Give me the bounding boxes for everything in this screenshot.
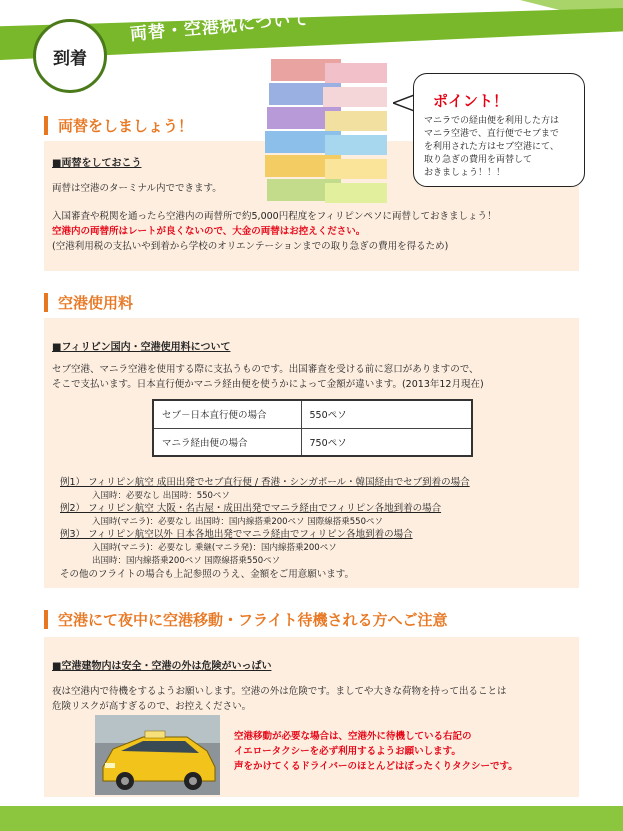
night-line1: 夜は空港内で待機をするようお願いします。空港の外は危険です。ましてや大きな荷物を持って出ることは [52,686,507,697]
table-row [153,428,472,456]
peso-banknotes-image [263,57,393,207]
fee-note: その他のフライトの場合も上記参照のうえ、金額をご用意願います。 [60,569,355,580]
exchange-warning: 空港内の両替所はレートが良くないので、大金の両替はお控えください。 [52,226,366,237]
night-subheading: ■空港建物内は安全・空港の外は危険がいっぱい [52,661,272,672]
arrival-badge-label: 到着 [53,48,87,69]
example-3-detail: 出国時：国内線搭乗200ペソ 国際線搭乗550ペソ [92,556,281,566]
fee-desc2: そこで支払います。日本直行便かマニラ経由便を使うかによって金額が違います。(2013年12月現在) [52,379,484,390]
fee-heading-text: 空港使用料 [58,294,134,312]
heading-bar [44,610,48,629]
example-3-detail: 入国時(マニラ)：必要なし 乗継(マニラ発)：国内線搭乗200ペソ [92,543,337,553]
point-line: おきましょう！！！ [424,168,506,178]
table-row [153,400,472,428]
example-1-detail: 入国時：必要なし 出国時：550ペソ [92,491,230,501]
taxi-warning-line3: 声をかけてくるドライバーのほとんどはぼったくりタクシーです。 [234,761,518,772]
point-line: マニラ空港で、直行便でセブまで [424,129,559,139]
night-heading-text: 空港にて夜中に空港移動・フライト待機される方へご注意 [58,611,448,629]
exchange-heading [44,115,193,136]
point-line: 取り急ぎの費用を両替して [424,155,533,165]
fee-value: 750ペソ [301,428,472,456]
fee-table [152,399,473,457]
exchange-line2: 入国審査や税関を通ったら空港内の両替所で約5,000円程度をフィリピンペソに両替しておきましょう！ [52,211,497,222]
fee-label: マニラ経由便の場合 [153,428,301,456]
point-line: マニラでの経由便を利用した方は [424,116,560,126]
point-text [424,115,559,180]
heading-bar [44,116,48,135]
footer-band [0,806,623,831]
night-heading [44,609,448,630]
night-line2: 危険リスクが高すぎるので、お控えください。 [52,701,252,712]
fee-desc1: セブ空港、マニラ空港を使用する際に支払うものです。出国審査を受ける前に窓口がありますので、 [52,364,479,375]
arrival-badge [33,19,107,93]
page-title: 両替・空港税について [129,9,311,45]
point-line: を利用された方はセブ空港にて、 [424,142,559,152]
exchange-subheading: ■両替をしておこう [52,158,142,169]
exchange-line1: 両替は空港のターミナル内でできます。 [52,183,222,194]
yellow-taxi-image [95,715,220,795]
fee-subheading: ■フィリピン国内・空港使用料について [52,342,231,353]
example-3-title: 例3） フィリピン航空以外 日本各地出発でマニラ経由でフィリピン各地到着の場合 [60,529,413,540]
exchange-line4: (空港利用税の支払いや到着から学校のオリエンテーションまでの取り急ぎの費用を得るため) [52,241,449,252]
fee-heading [44,292,133,313]
exchange-heading-text: 両替をしましょう！ [58,117,194,135]
taxi-warning-line1: 空港移動が必要な場合は、空港外に待機している右記の [234,731,472,742]
point-title: ポイント！ [433,92,509,110]
taxi-warning-line2: イエロータクシーを必ず利用するようお願いします。 [234,746,461,757]
example-2-title: 例2） フィリピン航空 大阪・名古屋・成田出発でマニラ経由でフィリピン各地到着の場合 [60,503,442,514]
example-1-title: 例1） フィリピン航空 成田出発でセブ直行便 / 香港・シンガポール・韓国経由でセブ到着の場合 [60,477,470,488]
heading-bar [44,293,48,312]
fee-value: 550ペソ [301,400,472,428]
fee-label: セブ－日本直行便の場合 [153,400,301,428]
example-2-detail: 入国時(マニラ)：必要なし 出国時：国内線搭乗200ペソ 国際線搭乗550ペソ [92,517,383,527]
